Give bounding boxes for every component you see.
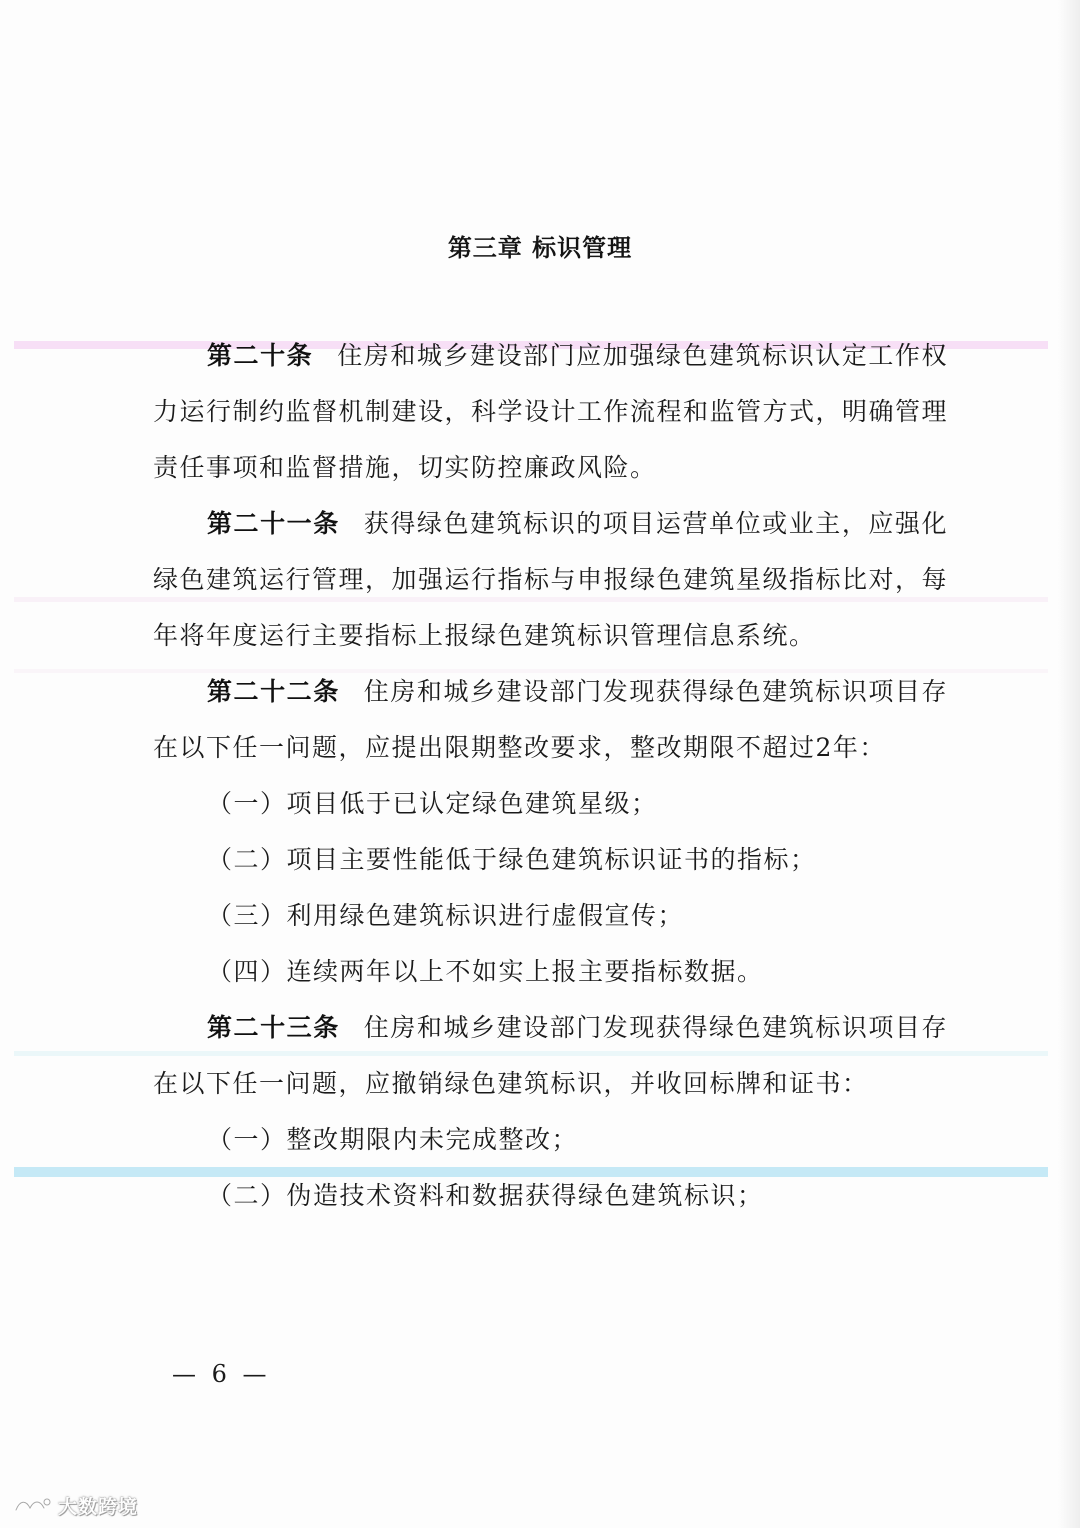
page-number: — 6 — xyxy=(172,1360,271,1388)
article-paragraph xyxy=(153,496,948,664)
list-item: （三）利用绿色建筑标识进行虚假宣传； xyxy=(207,901,685,930)
list-item: （一）项目低于已认定绿色建筑星级； xyxy=(207,789,658,818)
watermark xyxy=(12,1492,138,1519)
article-number: 第二十三条 xyxy=(207,1013,340,1042)
article-paragraph xyxy=(153,328,948,496)
article-number: 第二十二条 xyxy=(207,677,340,706)
article-text: 住房和城乡建设部门发现获得绿色建筑标识项目存在以下任一问题，应提出限期整改要求，整改期限不超过2年： xyxy=(153,677,948,762)
document-body xyxy=(153,328,948,1224)
article-paragraph xyxy=(153,1000,948,1112)
list-item: （二）伪造技术资料和数据获得绿色建筑标识； xyxy=(207,1181,764,1210)
brand-logo-icon xyxy=(12,1496,52,1516)
article-paragraph xyxy=(153,664,948,776)
list-item: （一）整改期限内未完成整改； xyxy=(207,1125,579,1154)
list-item: （二）项目主要性能低于绿色建筑标识证书的指标； xyxy=(207,845,817,874)
chapter-title: 第三章 标识管理 xyxy=(447,234,633,262)
article-number: 第二十条 xyxy=(207,341,314,370)
article-text: 住房和城乡建设部门应加强绿色建筑标识认定工作权力运行制约监督机制建设，科学设计工作流程和监管方式，明确管理责任事项和监督措施，切实防控廉政风险。 xyxy=(153,341,949,482)
watermark-text: 大数跨境 xyxy=(58,1496,139,1518)
article-number: 第二十一条 xyxy=(207,509,340,538)
article-text: 获得绿色建筑标识的项目运营单位或业主，应强化绿色建筑运行管理，加强运行指标与申报绿色建筑星级指标比对，每年将年度运行主要指标上报绿色建筑标识管理信息系统。 xyxy=(153,509,949,650)
list-item: （四）连续两年以上不如实上报主要指标数据。 xyxy=(207,957,764,986)
article-text: 住房和城乡建设部门发现获得绿色建筑标识项目存在以下任一问题，应撤销绿色建筑标识，并收回标牌和证书： xyxy=(153,1013,948,1098)
